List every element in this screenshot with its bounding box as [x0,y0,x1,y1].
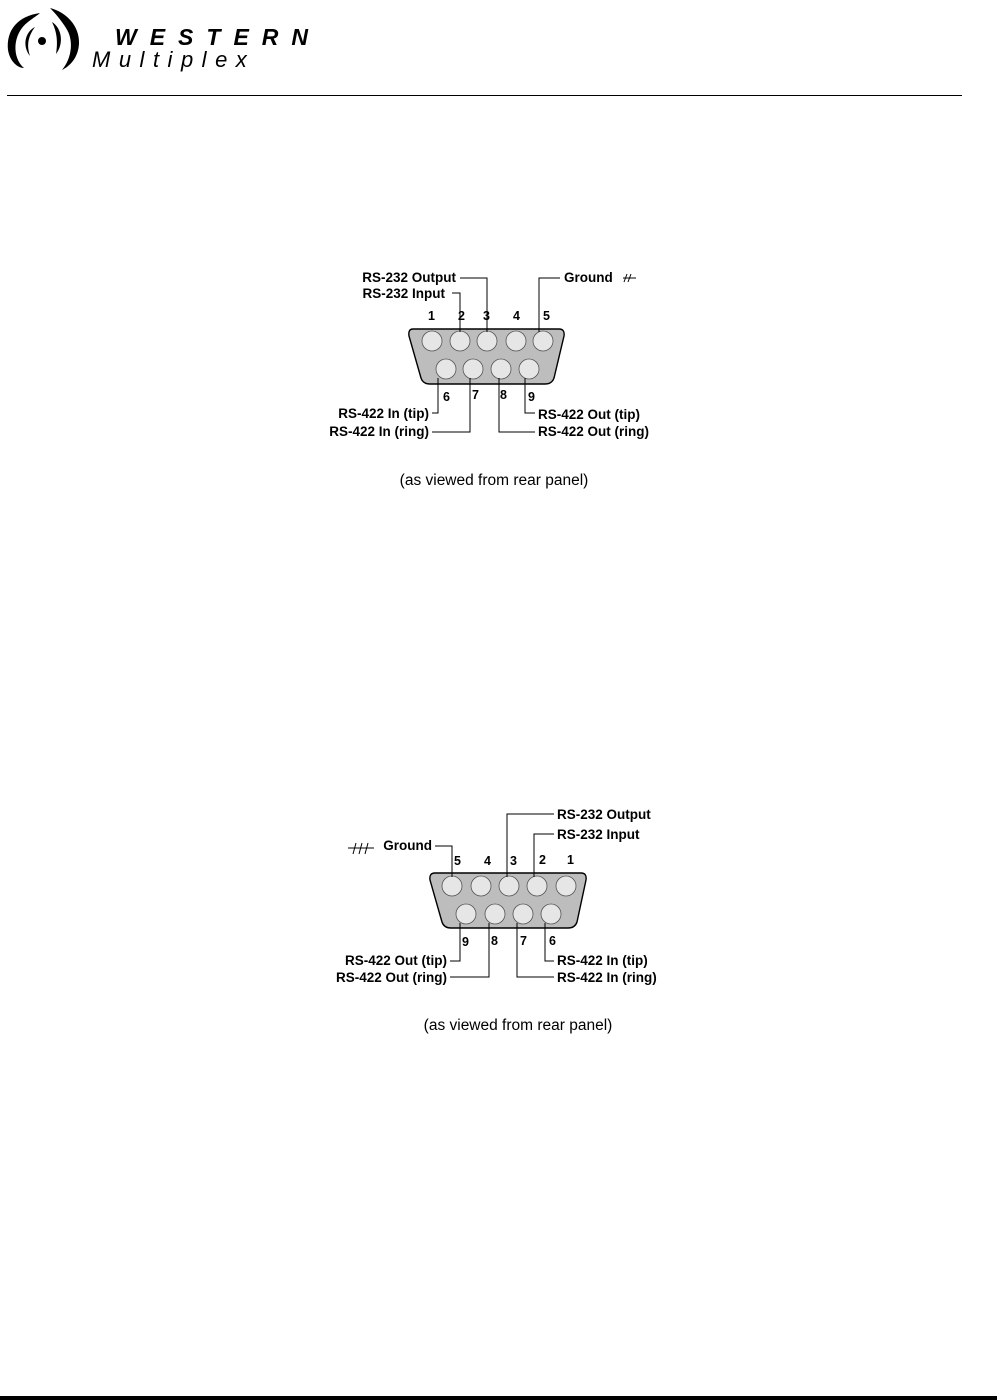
leader-line [517,923,554,977]
pin-number: 5 [454,854,461,868]
pin-socket [527,876,547,896]
ground-symbol-icon [348,843,374,854]
pin-number: 3 [483,309,490,323]
label-rs422-in-tip: RS-422 In (tip) [338,406,429,421]
pin-socket [506,331,526,351]
db9-connector-diagram-2 [320,800,690,1040]
leader-line [460,278,487,332]
pin-number: 2 [539,853,546,867]
label-rs232-input: RS-232 Input [362,286,445,301]
pin-number: 5 [543,309,550,323]
logo-wave-icon [0,0,95,80]
diagram-caption: (as viewed from rear panel) [423,1017,613,1034]
pin-number: 9 [528,390,535,404]
logo-multiplex-text: Multiplex [92,47,256,72]
pin-number: 7 [520,934,527,948]
footer-divider [0,1396,997,1400]
pin-socket [442,876,462,896]
pin-number: 4 [484,854,491,868]
pin-socket [541,904,561,924]
western-multiplex-logo [0,0,340,80]
pin-number: 8 [500,388,507,402]
leader-line [539,278,560,332]
pin-socket [519,359,539,379]
logo-western-text: WESTERN [115,24,321,50]
db9-connector-diagram-1 [310,260,690,500]
label-rs422-out-tip: RS-422 Out (tip) [538,407,641,422]
pin-socket [556,876,576,896]
label-rs232-output: RS-232 Output [557,807,651,822]
pin-socket [436,359,456,379]
label-rs422-in-tip: RS-422 In (tip) [557,953,648,968]
label-rs232-output: RS-232 Output [362,270,456,285]
pin-number: 9 [462,935,469,949]
pin-number: 3 [510,854,517,868]
pin-number: 2 [458,309,465,323]
leader-line [450,923,489,977]
pin-socket [491,359,511,379]
pin-number: 7 [472,388,479,402]
label-rs422-in-ring: RS-422 In (ring) [329,424,429,439]
pin-socket [456,904,476,924]
pin-socket [463,359,483,379]
pin-number: 6 [549,934,556,948]
label-ground: Ground [383,838,432,853]
label-rs232-input: RS-232 Input [557,827,640,842]
pin-socket [471,876,491,896]
label-rs422-out-ring: RS-422 Out (ring) [335,970,447,985]
leader-line [499,378,535,432]
label-ground: Ground [564,270,613,285]
diagram-caption: (as viewed from rear panel) [399,472,589,489]
leader-line [450,923,460,961]
pin-socket [499,876,519,896]
pin-number: 1 [567,853,574,867]
pin-socket [477,331,497,351]
pin-socket [513,904,533,924]
label-rs422-in-ring: RS-422 In (ring) [557,970,657,985]
pin-socket [485,904,505,924]
pin-number: 8 [491,934,498,948]
pin-socket [533,331,553,351]
ground-symbol-icon [623,274,636,282]
pin-socket [422,331,442,351]
header-divider [7,95,962,96]
pin-socket [450,331,470,351]
label-rs422-out-ring: RS-422 Out (ring) [538,424,650,439]
pin-number: 4 [513,309,520,323]
pin-number: 1 [428,309,435,323]
label-rs422-out-tip: RS-422 Out (tip) [344,953,447,968]
pin-number: 6 [443,390,450,404]
